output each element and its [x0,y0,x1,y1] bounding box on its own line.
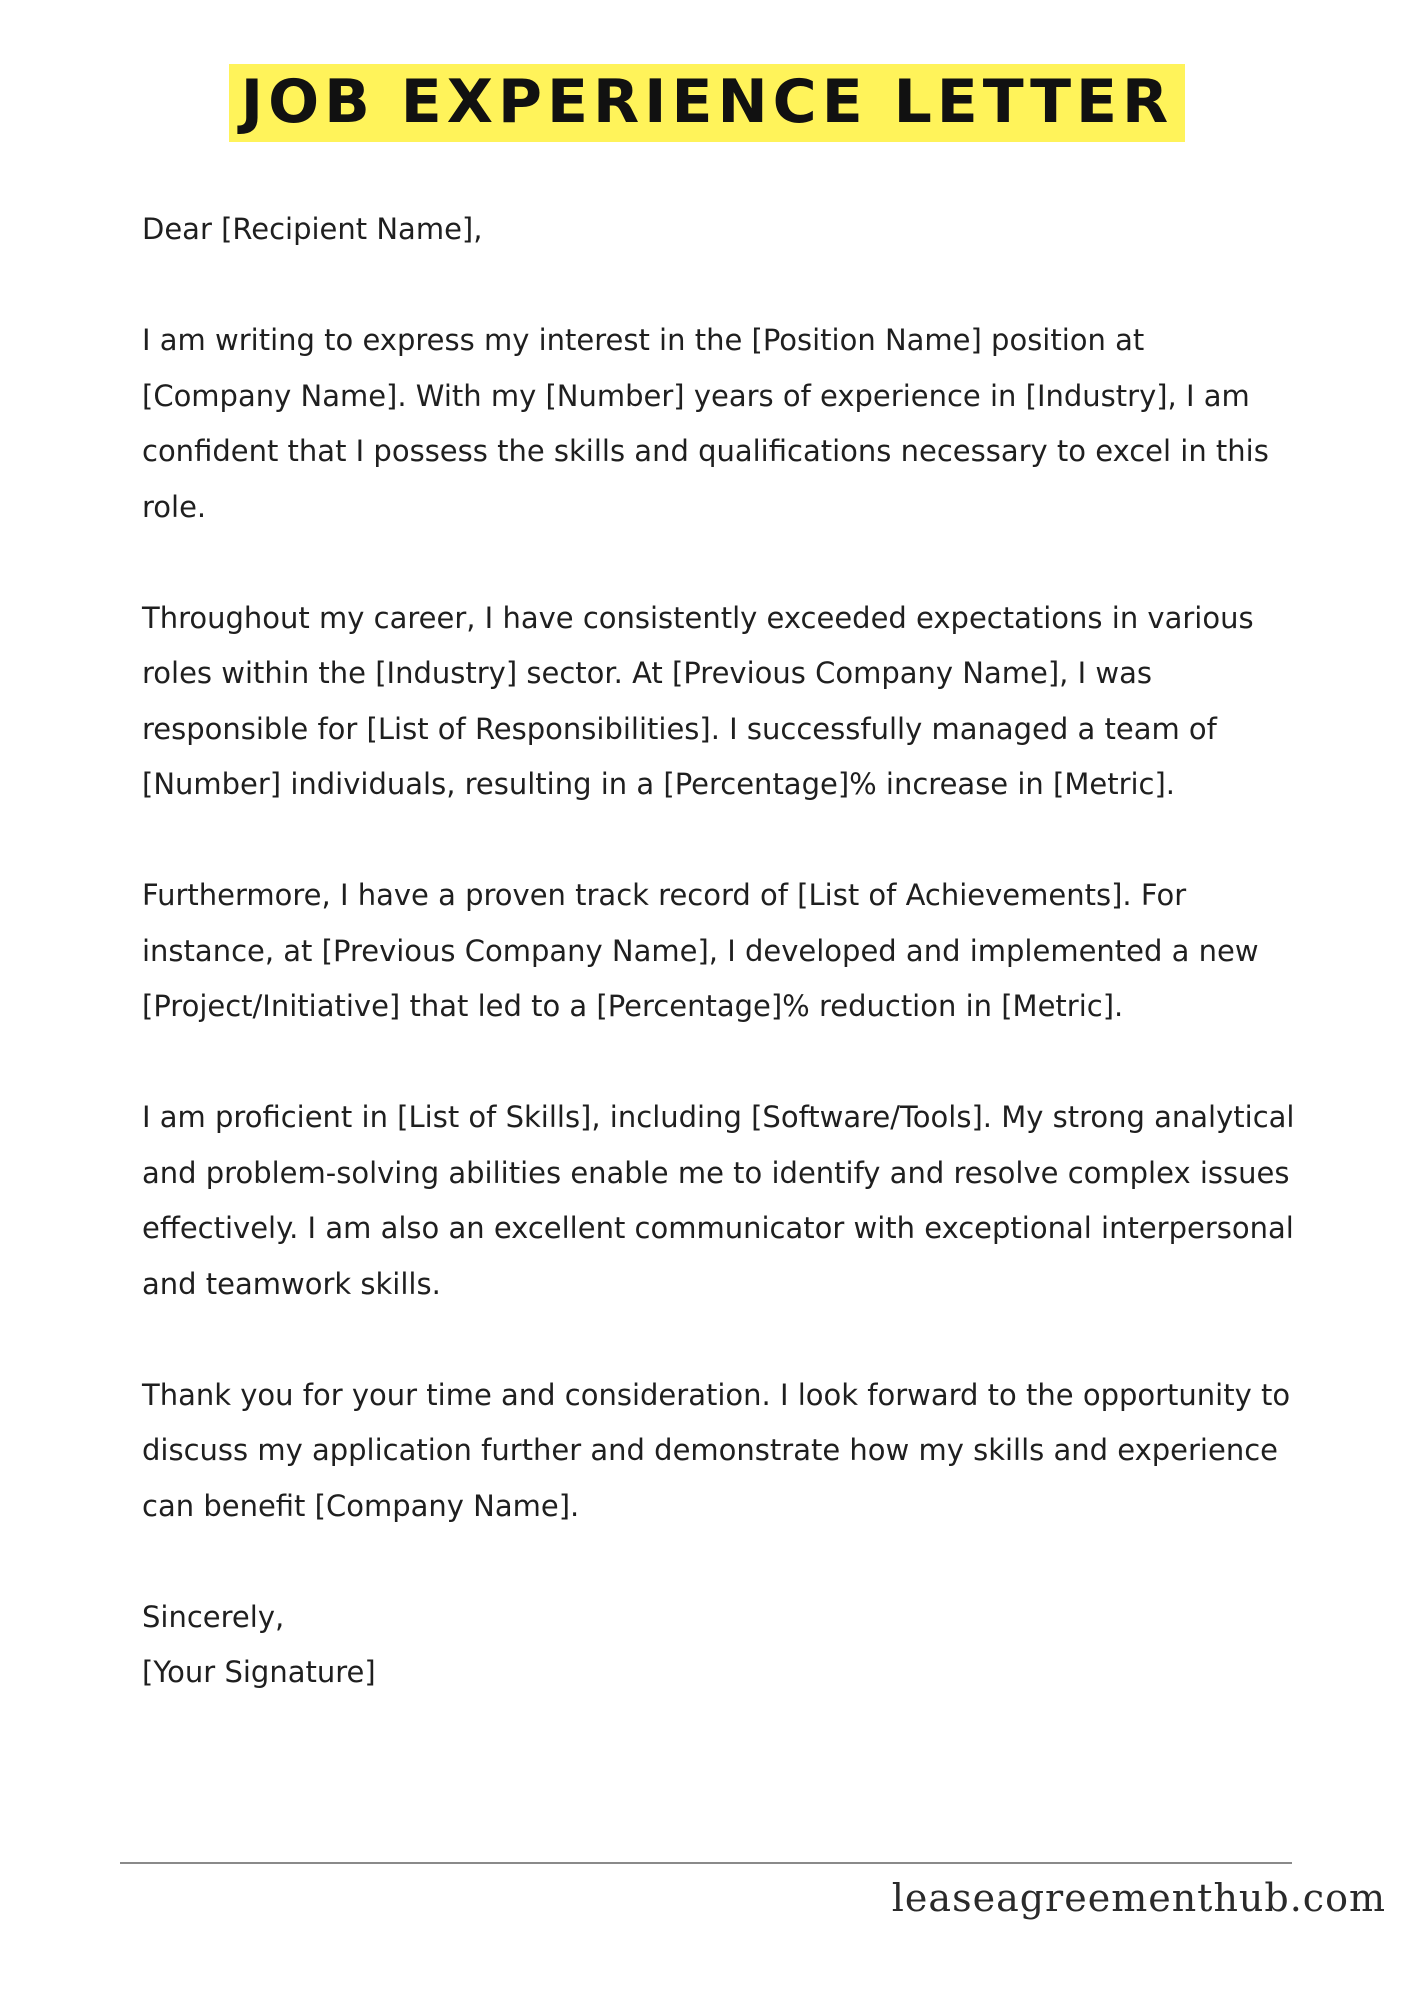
paragraph-thanks: Thank you for your time and consideration. I look forward to the opportunity to discuss my application further and demonstrate how my skills and experience can benefit [Company Name]. [142,1377,1291,1523]
salutation: Dear [Recipient Name], [142,212,483,246]
document-title: JOB EXPERIENCE LETTER [229,64,1185,142]
closing: Sincerely, [142,1599,285,1634]
paragraph-career: Throughout my career, I have consistently exceeded expectations in various roles within the [Industry] sector. At [Previous Company Name], I was responsible for [List of Responsibilities]. I successfully managed a team of [Number] individuals, resulting in a [Percentage]% increase in [Metric]. [142,600,1254,801]
signature: [Your Signature] [142,1655,376,1689]
footer-brand: leaseagreementhub.com [891,1876,1386,1920]
title-container [0,64,1414,142]
paragraph-intro: I am writing to express my interest in the [Position Name] position at [Company Name]. With my [Number] years of experience in [Industry], I am confident that I possess the skills and qualifications necessary to excel in this role. [142,323,1269,524]
paragraph-achievements: Furthermore, I have a proven track record of [List of Achievements]. For instance, at [Previous Company Name], I developed and implemented a new [Project/Initiative] that led to a [Percentage]% reduction in [Metric]. [142,878,1259,1023]
paragraph-skills: I am proficient in [List of Skills], including [Software/Tools]. My strong analytical and problem-solving abilities enable me to identify and resolve complex issues effectively. I am also an excellent communicator with exceptional interpersonal and teamwork skills. [142,1100,1295,1301]
footer-divider [120,1862,1292,1864]
letter-body [142,202,1302,1701]
